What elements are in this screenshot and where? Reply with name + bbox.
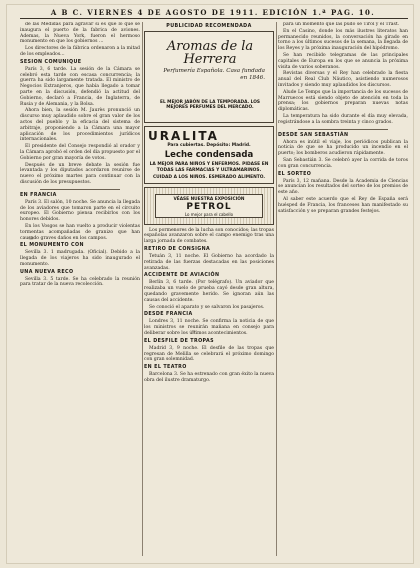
section-heading: EN EL TEATRO <box>144 365 187 371</box>
petrol-advertisement <box>144 187 274 225</box>
ad-tagline: LA MEJOR PARA NIÑOS Y ENFERMOS. PIDASE EN TODAS LAS FARMACIAS Y ULTRAMARINOS. <box>149 162 269 173</box>
section-heading: EL SORTEO <box>278 171 312 177</box>
column-divider <box>276 22 277 556</box>
separator-rule <box>40 189 120 190</box>
newspaper-page <box>6 4 414 564</box>
article-text: Berlín 3, 6 tarde. (Por telégrafo). Un aviador que realizaba un vuelo de prueba cayó desde gran altura, quedando gravemente herido. Se ignoran aún las causas del accidente. <box>144 280 274 303</box>
article-text: En los Vosgos se han vuelto a producir violentas tormentas acompañadas de granizo que han causado graves daños en los campos. <box>20 223 140 241</box>
section-heading: PUBLICIDAD RECOMENDADA <box>166 24 252 29</box>
ink-smudge <box>192 330 196 333</box>
section-heading: SESION COMUNIQUE <box>20 59 82 65</box>
section-heading: EN FRANCIA <box>20 192 57 198</box>
page-header: A B C. VIERNES 4 DE AGOSTO DE 1911. EDICIÓN 1.ª PAG. 10. <box>50 8 376 17</box>
ad-product-title: Leche condensada <box>164 150 254 161</box>
article-text: Al saber este acuerdo que el Rey de España será huésped de Francia, los franceses han manifestado su satisfacción y se preparan grandes festejos. <box>278 196 408 214</box>
ad-brand-title: URALITA <box>148 129 219 143</box>
article-text: Barcelona 3. Se ha estrenado con gran éxito la nueva obra del ilustre dramaturgo. <box>144 372 274 383</box>
uralita-advertisement <box>144 126 274 184</box>
article-text: para un momento que las pudo se Tirol y el Trast. <box>283 22 400 27</box>
section-heading: RETIRO DE CONSIGNA <box>144 247 211 253</box>
section-heading: EL DESFILE DE TROPAS <box>144 338 214 344</box>
section-heading: ACCIDENTE DE AVIACIÓN <box>144 273 220 279</box>
article-text: Los directores de la fábrica ordenaron a la mitad de los empleados... <box>20 46 140 57</box>
article-text: Se conoció el aparato y se salvaron los pasajeros. <box>149 304 265 310</box>
ad-brand-title: Aromas de la Herrera <box>166 39 254 67</box>
article-text: San Sebastián 3. Se celebró ayer la corrida de toros con gran concurrencia. <box>278 157 408 169</box>
ad-caption: Lo mejor para el cabello <box>184 211 234 217</box>
article-text: Ahora es inútil el viaje, los periódicos publican la noticia de que se ha producido un incendio en el puerto; los bomberos acudieron rápidamente. <box>278 139 408 157</box>
article-text: Sevilla 3. 5 tarde. Se ha celebrado la reunión para tratar de la nueva recolección. <box>20 276 140 288</box>
article-text: Sevilla 3. 1 madrugada. (Oficial). Debido a la llegada de los viajeros ha sido inaugurado el monumento. <box>20 250 140 267</box>
article-text: Alude Le Temps que la importancia de los sucesos de Marruecos está siendo objeto de atención en toda la prensa; los gobiernos preparan nuevas notas diplomáticas. <box>278 89 408 113</box>
article-text: París 3. El salón, 10 noche. Se anuncia la llegada de los aviadores que tomaron parte en el circuito europeo. El Gobierno piensa recibirlos con los honores debidos. <box>20 199 140 223</box>
article-text: En el Casino, donde los más ilustres literatos han permanecido reunidos, la conversación ha girado en torno a los últimos sucesos de la semana, la llegada de los Reyes y la próxima inauguración del hipódromo. <box>278 28 408 52</box>
ad-panel <box>155 194 263 218</box>
ad-caption: VÉASE NUESTRA EXPOSICIÓN <box>173 196 245 202</box>
article-text: París 3, 6 tarde. La sesión de la Cámara se celebró esta tarde con escasa concurrencia; la guerra ha sido largamente tratada. El ministro de Negocios Extranjeros, que había llegado a tomar parte en la discusión, defendió la actitud del Gobierno, declaró a Francia, de Inglaterra, de Rusia y de Alemania, y la Bolsa. <box>20 66 140 107</box>
section-heading: UNA NUEVA RECO <box>20 269 74 275</box>
ad-subtitle: Perfumería Española. Casa fundada en 1846. <box>163 68 265 81</box>
article-text: Después de un breve debate la sesión fue levantada y los diputados acordaron reunirse de nuevo el próximo martes para continuar con la discusión de los presupuestos. <box>20 162 140 185</box>
ad-note: EL MEJOR JABÓN DE LA TEMPORADA. LOS MEJORES PERFUMES DEL MERCADO. <box>160 100 260 111</box>
header-rule <box>20 18 408 19</box>
column-divider <box>142 22 143 556</box>
article-text: Los pormenores de la lucha son conocidos; las tropas españolas avanzaron sobre el campo enemigo tras una larga jornada de combates. <box>144 227 274 245</box>
article-text: El presidente del Consejo respondió al orador y la Cámara aprobó el orden del día propuesto por el Gobierno por gran mayoría de votos. <box>20 144 140 161</box>
article-text: La temperatura ha sido durante el día muy elevada, registrándose a la sombra treinta y cinco grados. <box>278 113 408 125</box>
article-text: de las Medidas para agravar si es que lo que se inaugura el puerto de la fabrica de aviones. Ademas, la Nueva York, fueron el hermoso monumento en que los gobiernos ... <box>20 22 140 45</box>
article-text: Revistas diversas y el Rey han celebrado la fiesta anual del Real Club Náutico, asistiendo numerosos invitados y siendo muy aplaudidos los discursos. <box>278 71 408 88</box>
ad-tagline: CUIDAD A LOS NIÑOS. ESMERADO ALIMENTO. <box>152 175 266 181</box>
article-text: Londres 3, 11 noche. Se confirma la noticia de que los ministros se reunirán mañana en consejo para deliberar sobre los últimos acontecimientos. <box>144 319 274 336</box>
column-middle <box>144 22 274 558</box>
ad-tagline: Para cubiertas. Depósito: Madrid. <box>167 143 251 148</box>
separator-rule <box>298 129 388 130</box>
column-left <box>20 22 140 558</box>
column-right <box>278 22 408 558</box>
section-heading: DESDE SAN SEBASTIÁN <box>278 132 349 138</box>
ad-brand-title: PETROL <box>186 201 232 212</box>
article-text: Ahora bien, la sesión M. Jaurès pronunció un discurso muy aplaudido sobre el gran valor de los actos del pueblo y la eficacia del sistema de arbitraje, proponiendo a la Cámara una mayor aplicación de los procedimientos jurídicos internacionales. <box>20 108 140 143</box>
article-text: Madrid 3, 9 noche. El desfile de las tropas que regresan de Melilla se celebrará el próximo domingo con gran solemnidad. <box>144 345 274 363</box>
ink-smudge <box>28 236 34 240</box>
article-text: París 3, 12 mañana. Desde la Academia de Ciencias se anuncian los resultados del sorteo de los premios de este año. <box>278 178 408 196</box>
perfume-advertisement <box>144 31 274 123</box>
article-text: Se han recibido telegramas de las principales capitales de Europa en los que se anuncia la próxima visita de varios soberanos. <box>278 52 408 70</box>
section-heading: DESDE FRANCIA <box>144 312 193 318</box>
section-heading: EL MONUMENTO CON <box>20 243 84 249</box>
article-text: Tetuán 3, 11 noche. El Gobierno ha acordado la retirada de las fuerzas destacadas en las posiciones avanzadas. <box>144 254 274 271</box>
